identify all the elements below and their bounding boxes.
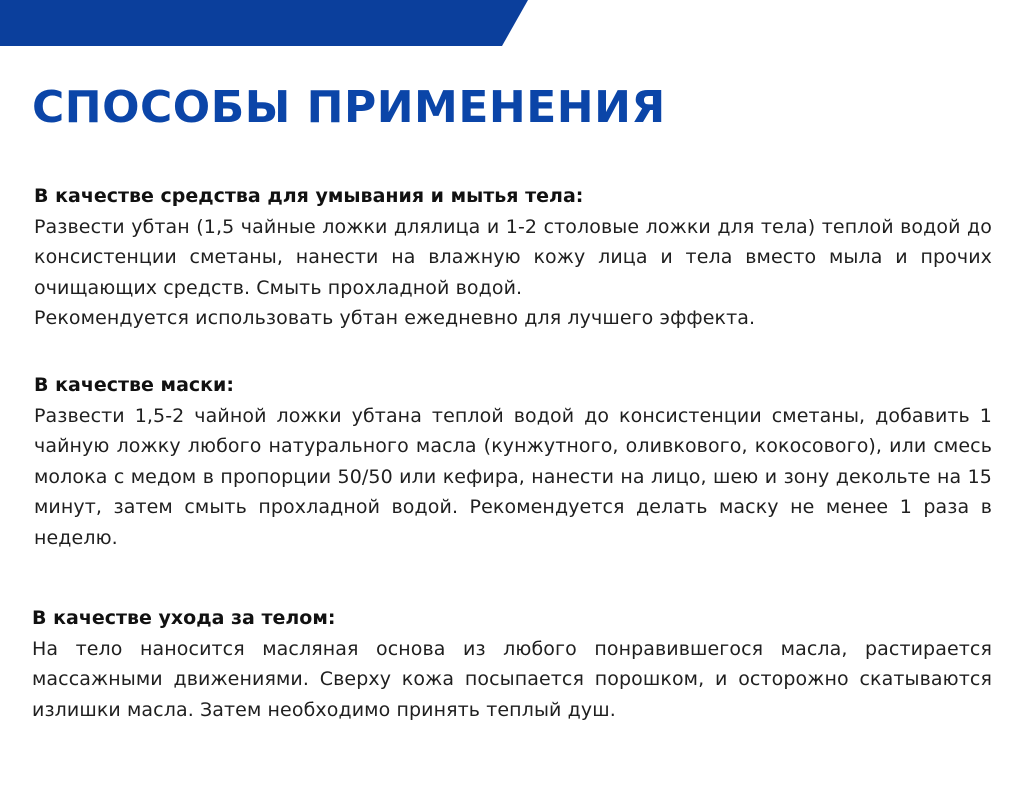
section-paragraph: Рекомендуется использовать убтан ежедневно для лучшего эффекта. — [34, 307, 756, 329]
section-heading: В качестве ухода за телом: — [32, 607, 336, 629]
section-paragraph: На тело наносится масляная основа из любого понравившегося масла, растирается массажными движениями. Сверху кожа посыпается порошком, и осторожно скатываются излишки масла. Затем необходимо принять теплый душ. — [32, 637, 992, 721]
section-paragraph: Развести убтан (1,5 чайные ложки длялица и 1-2 столовые ложки для тела) теплой водой до консистенции сметаны, нанести на влажную кожу лица и тела вместо мыла и прочих очищающих средств. Смыть прохладной водой. — [34, 215, 992, 299]
section-paragraph: Развести 1,5-2 чайной ложки убтана теплой водой до консистенции сметаны, добавить 1 чайную ложку любого натурального масла (кунжутного, оливкового, кокосового), или смесь молока с медом в пропорции 50/50 или кефира, нанести на лицо, шею и зону декольте на 15 минут, затем смыть прохладной водой. Рекомендуется делать маску не менее 1 раза в неделю. — [34, 404, 992, 549]
section-heading: В качестве маски: — [34, 374, 234, 396]
header-accent-band — [0, 0, 528, 46]
section-mask — [34, 370, 992, 553]
page-title: СПОСОБЫ ПРИМЕНЕНИЯ — [32, 82, 666, 133]
section-heading: В качестве средства для умывания и мытья тела: — [34, 185, 584, 207]
section-washing — [34, 181, 992, 334]
section-body-care — [32, 603, 992, 725]
